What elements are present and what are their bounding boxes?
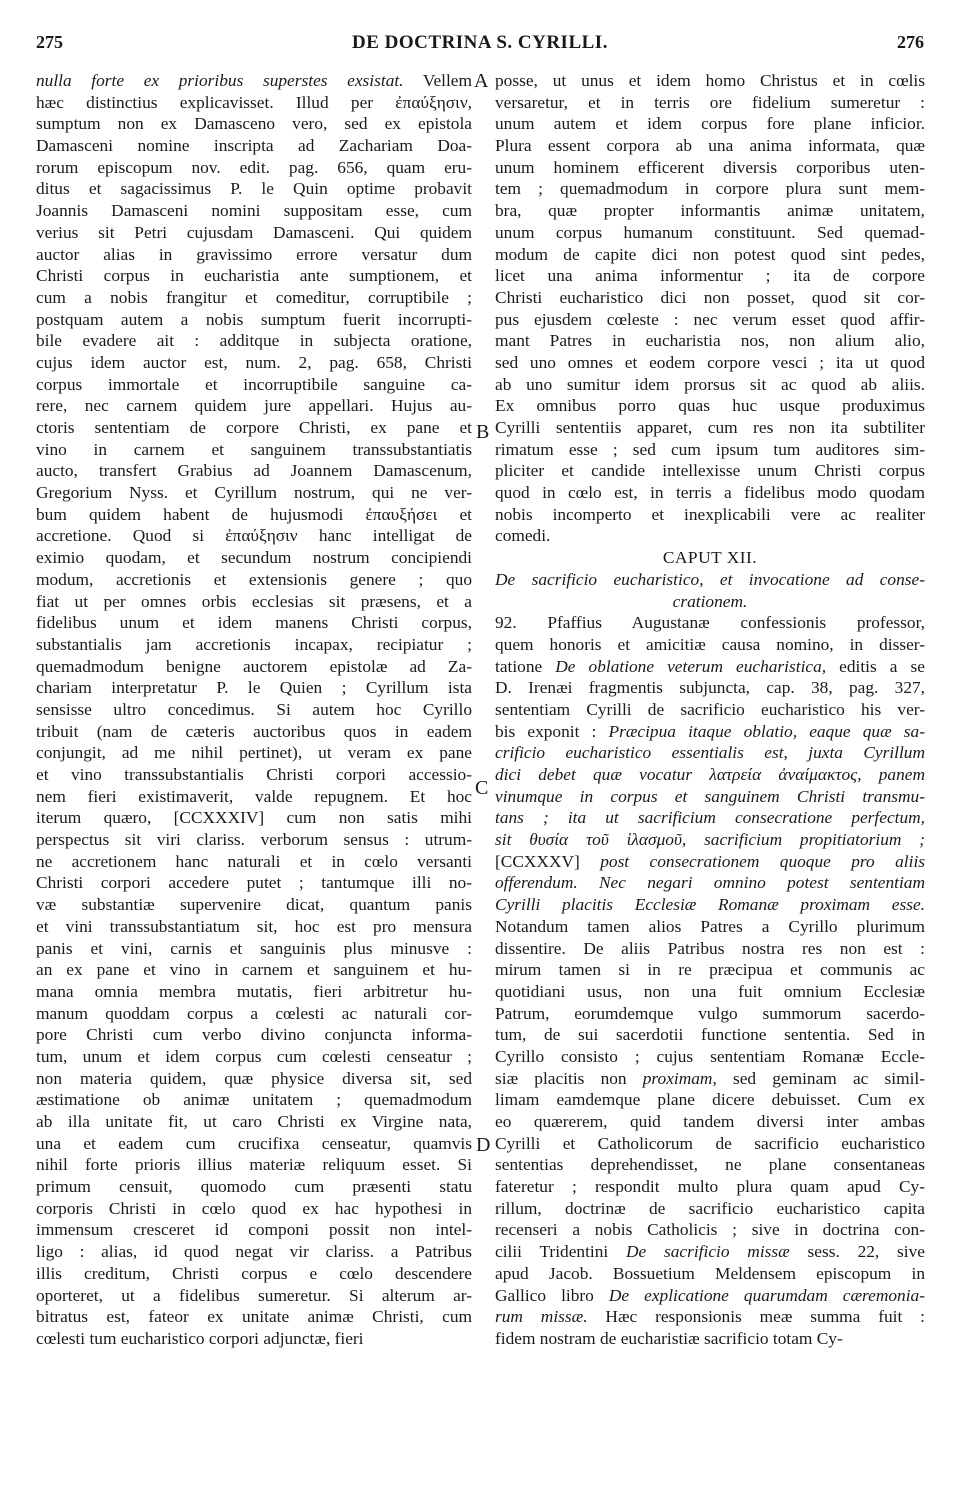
right-column-line: vinumque in corpus et sanguinem Christi transmu- bbox=[495, 786, 925, 806]
left-column-line: et vino transsubstantialis Christi corpori accessio- bbox=[36, 765, 472, 784]
left-column-line: vino in carnem et sanguinem transsubstantiatis bbox=[36, 439, 472, 459]
right-column-line: recenseri a nobis Catholicis ; sive in doctrina con- bbox=[495, 1220, 925, 1240]
left-column-line: bum quidem habent de hujusmodi ἐπαυξήσει et bbox=[36, 504, 472, 524]
left-column-line: cujus idem auctor est, num. 2, pag. 658, Christi bbox=[36, 352, 472, 372]
right-column-line: crationem. bbox=[672, 591, 748, 611]
left-column-line: fidelibus unum et idem manens Christi corpus, bbox=[36, 613, 472, 633]
left-column-line: iterum quæro, [CCXXXIV] cum non satis mihi bbox=[36, 808, 472, 828]
right-column-line: sit θυσία τοῦ ἱλασμοῦ, sacrificium propitiatorium ; bbox=[495, 830, 925, 850]
left-column-line: ditus et sagacissimus P. le Quin optime probavit bbox=[36, 179, 472, 199]
right-column-line: nobis incomperto et inexplicabili vere ac realiter bbox=[495, 504, 925, 524]
left-column-line: panis et vini, carnis et sanguinis plus minusve : bbox=[36, 938, 472, 958]
left-column-line: corpus immortale et incorruptibile sanguine ca- bbox=[36, 374, 472, 394]
right-column-line: Notandum tamen alios Patres a Cyrillo plurimum bbox=[495, 916, 925, 936]
left-column-line: fiat ut per omnes orbis ecclesias sit præsens, et a bbox=[36, 591, 472, 611]
right-column-line: apud Jacob. Bossuetium Meldensem episcopum in bbox=[495, 1263, 925, 1283]
right-column-line: dissentire. De aliis Patribus nostra res non est : bbox=[495, 938, 925, 958]
left-column-line: bitratus est, fateor ex unitate animæ Christi, cum bbox=[36, 1307, 472, 1327]
left-column-line: postquam autem a nobis sumptum fuerit incorrupti- bbox=[36, 309, 472, 329]
left-column-line: an ex pane et vino in carnem et sanguinem et hu- bbox=[36, 960, 472, 980]
left-column-line: illis creditum, Christi corpus e cœlo descendere bbox=[36, 1263, 472, 1283]
right-column-line: Gallico libro De explicatione quarumdam cæremonia- bbox=[495, 1285, 925, 1305]
right-column-line: unum corpus humanum constituunt. Sed quemad- bbox=[495, 222, 925, 242]
left-column-line: quemadmodum benigne auctorem epistolæ ad Za- bbox=[36, 656, 472, 676]
right-column-line: Patrum, eorumdemque vulgo summorum sacerdo- bbox=[495, 1003, 925, 1023]
running-title: DE DOCTRINA S. CYRILLI. bbox=[352, 32, 608, 53]
left-column-line: aucto, transfert Grabius ad Joannem Damascenum, bbox=[36, 461, 472, 481]
right-column bbox=[495, 70, 925, 1350]
left-column-line: oporteret, ut a fidelibus sumeretur. Si alterum ar- bbox=[36, 1285, 472, 1305]
right-column-line: rimatum esse ; sed cum ipsum tum auditores sim- bbox=[495, 439, 925, 459]
left-column-line: primum censuit, quomodo cum præsenti statu bbox=[36, 1177, 472, 1197]
right-column-line: comedi. bbox=[495, 526, 551, 546]
right-column-line: versaretur, et in terris ore fidelium sumeretur : bbox=[495, 92, 925, 112]
left-column-line: auctor alias in gravissimo errore versatur dum bbox=[36, 244, 472, 264]
left-column-line: modum, accretionis et extensionis genere ; quo bbox=[36, 569, 472, 589]
right-column-line: sed uno omnes et eodem corpore vesci ; ita ut quod bbox=[495, 352, 925, 372]
right-column-line: CAPUT XII. bbox=[662, 548, 758, 568]
left-column-line: pore Christi cum verbo divino conjuncta informa- bbox=[36, 1025, 472, 1045]
section-marker-a: A bbox=[474, 70, 489, 92]
right-column-line: eo quærerem, quid tandem diversi inter ambas bbox=[495, 1112, 925, 1131]
left-column-line: sensisse ultro concedimus. Si autem hoc Cyrillo bbox=[36, 699, 472, 719]
left-column-line: substantialis jam accretionis incapax, recipiatur ; bbox=[36, 634, 472, 654]
section-marker-c: C bbox=[475, 777, 489, 799]
left-column-line: eximio quodam, et secundum nostrum concipiendi bbox=[36, 548, 472, 568]
page-header bbox=[36, 32, 924, 58]
right-column-line: tatione De oblatione veterum eucharistica, editis a se bbox=[495, 656, 925, 676]
right-column-line: sententias deprehendisset, ne plane consentaneas bbox=[495, 1155, 925, 1175]
right-column-line: Cyrilli sententiis apparet, cum res non ita subtiliter bbox=[495, 418, 925, 437]
left-column-line: tum, unum et idem corpus cum cœlesti censeatur ; bbox=[36, 1046, 472, 1066]
right-column-line: posse, ut unus et idem homo Christus et in cœlis bbox=[495, 71, 925, 90]
right-column-line: rum missæ. Hæc responsionis meæ summa fuit : bbox=[495, 1307, 925, 1327]
right-column-line: De sacrificio eucharistico, et invocatione ad conse- bbox=[495, 569, 925, 589]
left-column-line: ctoris sententiam de corpore Christi, ex pane et bbox=[36, 418, 472, 437]
right-column-line: pus ejusdem cœleste : nec verum esset quod affir- bbox=[495, 309, 925, 329]
right-column-line: quod in cœlo est, in terris a fidelibus modo quodam bbox=[495, 483, 925, 503]
right-column-line: mirum tamen si in re præcipua et communis ac bbox=[495, 960, 925, 980]
page-number-right: 276 bbox=[897, 32, 924, 52]
left-column-line: conjungit, ad me nihil pertinet), ut veram ex pane bbox=[36, 743, 472, 763]
left-column-line: non materia quidem, quæ physice diversa sit, sed bbox=[36, 1068, 472, 1088]
right-column-line: bra, quæ propter informantis animæ unitatem, bbox=[495, 201, 925, 221]
right-column-line: pliciter et candide intellexisse unum Christi corpus bbox=[495, 461, 925, 481]
right-column-line: quem honoris et amicitiæ causa nomino, in disser- bbox=[495, 634, 925, 654]
right-column-line: Plura essent corpora ab una anima informata, quæ bbox=[495, 136, 925, 156]
left-column-line: Christi corpus in eucharistia ante sumptionem, et bbox=[36, 266, 472, 286]
right-column-line: mant Patres in eucharistia nos, non alium alio, bbox=[495, 331, 925, 351]
right-column-line: Christi eucharistico dici non posset, quod sit cor- bbox=[495, 287, 925, 307]
left-column-line: chariam interpretatur P. le Quien ; Cyrillum ista bbox=[36, 678, 472, 698]
left-column-line: ne accretionem hanc naturali et in cœlo versanti bbox=[36, 851, 472, 871]
left-column-line: ligo : alias, id quod negat vir clariss. a Patribus bbox=[36, 1242, 472, 1262]
right-column-line: sententiam Cyrilli de sacrificio eucharistico his ver- bbox=[495, 699, 925, 719]
left-column-line: manum quoddam corpus a cœlesti ac naturali cor- bbox=[36, 1003, 472, 1023]
left-column-line: rorum episcopum nov. edit. pag. 656, quam eru- bbox=[36, 157, 472, 177]
left-column-line: Christi corpori accedere putet ; tantumque illi no- bbox=[36, 873, 472, 893]
right-column-line: cilii Tridentini De sacrificio missæ sess. 22, sive bbox=[495, 1242, 925, 1262]
left-column-line: cum a nobis frangitur et comeditur, corruptibile ; bbox=[36, 287, 472, 307]
right-column-line: ab uno sumitur idem prorsus sit ac quod ab aliis. bbox=[495, 374, 925, 394]
right-column-line: crificio eucharistico essentialis est, juxta Cyrillum bbox=[495, 743, 925, 763]
right-column-line: quotidiani usus, non una fuit omnium Ecclesiæ bbox=[495, 981, 925, 1001]
left-column-line: sumptum non ex Damasceno vero, sed ex epistola bbox=[36, 114, 472, 134]
left-column-line: nihil forte prioris illius materiæ reliquum esset. Si bbox=[36, 1155, 472, 1175]
page-number-left: 275 bbox=[36, 32, 63, 52]
right-column-line: limam eamdemque plane dicere debuisset. Cum ex bbox=[495, 1090, 925, 1110]
left-column-line: cœlesti tum eucharistico corpori adjunctæ, fieri bbox=[36, 1328, 364, 1348]
left-column-line: corporis Christi in cœlo quod ex hac hypothesi in bbox=[36, 1198, 472, 1218]
left-column-line: æstimatione ob animæ unitatem ; quemadmodum bbox=[36, 1090, 472, 1110]
left-column-line: immensum cresceret id componi possit non intel- bbox=[36, 1220, 472, 1240]
right-column-line: Cyrillo consisto ; cujus sententiam Romanæ Eccle- bbox=[495, 1046, 925, 1066]
right-column-line: 92. Pfaffius Augustanæ confessionis professor, bbox=[495, 613, 925, 633]
right-column-line: licet una anima informentur ; ita de corpore bbox=[495, 266, 925, 286]
right-column-line: unum hominem efficerent diversis corporibus uten- bbox=[495, 157, 925, 177]
right-column-line: tem ; quemadmodum in corpore plura sunt mem- bbox=[495, 179, 925, 199]
left-column-line: væ substantiæ supervenire dicat, quantum panis bbox=[36, 895, 472, 915]
right-column-line: unum autem et idem corpus fore plane inficior. bbox=[495, 114, 925, 134]
left-column-line: Joannis Damasceni nomini suppositam esse, cum bbox=[36, 201, 472, 221]
right-column-line: D. Irenæi fragmentis subjuncta, cap. 38, pag. 327, bbox=[495, 678, 925, 698]
right-column-line: bis exponit : Præcipua itaque oblatio, eaque quæ sa- bbox=[495, 721, 925, 741]
left-column-line: ab illa unitate fit, ut caro Christi ex Virgine nata, bbox=[36, 1112, 472, 1131]
right-column-line: tans ; ita ut sacrificium consecratione perfectum, bbox=[495, 808, 925, 828]
right-column-line: Cyrilli et Catholicorum de sacrificio eucharistico bbox=[495, 1133, 925, 1153]
right-column-line: fateretur ; respondit multo plura quam apud Cy- bbox=[495, 1177, 925, 1197]
right-column-line: Cyrilli placitis Ecclesiæ Romanæ proximam esse. bbox=[495, 895, 925, 915]
right-column-line: siæ placitis non proximam, sed geminam ac simil- bbox=[495, 1068, 925, 1088]
right-column-line: dici debet quæ vocatur λατρεία ἀναίμακτος, panem bbox=[495, 765, 925, 784]
right-column-line: [CCXXXV] post consecrationem quoque pro aliis bbox=[495, 851, 925, 871]
left-column-line: Damasceni nomine inscripta ad Zachariam Doa- bbox=[36, 136, 472, 156]
left-column-line: et vini transsubstantiatum sit, hoc est pro mensura bbox=[36, 916, 472, 936]
left-column-line: nem fieri existimaverit, valde repugnem. Et hoc bbox=[36, 786, 472, 806]
left-column-line: hæc distinctius explicavisset. Illud per ἐπαύξησιν, bbox=[36, 92, 472, 112]
right-column-line: tum, de sui sacerdotii functione sententia. Sed in bbox=[495, 1025, 925, 1045]
left-column-line: tribuit (nam de cæteris auctoribus quos in eadem bbox=[36, 721, 472, 741]
right-column-line: Ex omnibus porro quas huc usque produximus bbox=[495, 396, 925, 416]
right-column-line: rillum, doctrinæ de sacrificio eucharistico capita bbox=[495, 1198, 925, 1218]
section-marker-d: D bbox=[476, 1134, 491, 1156]
left-column-line: una et eadem cum crucifixa censeatur, quamvis bbox=[36, 1133, 472, 1153]
left-column-line: Gregorium Nyss. et Cyrillum nostrum, qui ne ver- bbox=[36, 483, 472, 503]
left-column-line: mana omnia membra mutatis, fieri arbitretur hu- bbox=[36, 981, 472, 1001]
right-column-line: modum de capite dici non potest quod sint pedes, bbox=[495, 244, 925, 264]
left-column bbox=[36, 70, 472, 1350]
left-column-line: perspectus sit viri clariss. verborum sensus : utrum- bbox=[36, 830, 472, 850]
left-column-line: nulla forte ex prioribus superstes exsistat. Vellem bbox=[36, 71, 472, 90]
left-column-line: bile evadere ait : additque in subjecta oratione, bbox=[36, 331, 472, 351]
left-column-line: rere, nec carnem quidem jure appellari. Hujus au- bbox=[36, 396, 472, 416]
right-column-line: fidem nostram de eucharistiæ sacrificio totam Cy- bbox=[495, 1328, 843, 1348]
left-column-line: accretione. Quod si ἐπαύξησιν hanc intelligat de bbox=[36, 526, 472, 546]
section-marker-b: B bbox=[476, 421, 490, 443]
right-column-line: offerendum. Nec negari omnino potest sententiam bbox=[495, 873, 925, 893]
left-column-line: verius sit Petri cujusdam Damasceni. Qui quidem bbox=[36, 222, 472, 242]
